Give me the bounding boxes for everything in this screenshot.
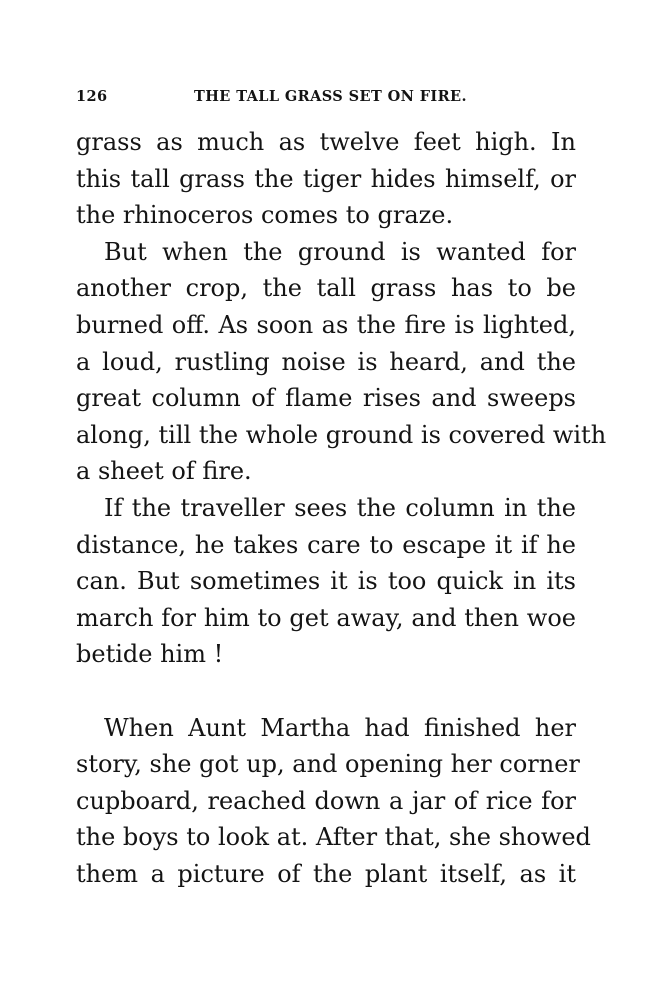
text-line: grass as much as twelve feet high. In	[76, 128, 576, 156]
paragraph	[76, 234, 607, 490]
text-line: a loud, rustling noise is heard, and the	[76, 347, 576, 376]
text-line: story, she got up, and opening her corner	[76, 750, 580, 779]
text-line: cupboard, reached down a jar of rice for	[76, 786, 576, 815]
text-line: can. But sometimes it is too quick in its	[76, 567, 576, 596]
text-line: them a picture of the plant itself, as it	[76, 859, 576, 888]
body-text	[76, 124, 607, 892]
text-line: the rhinoceros comes to graze.	[76, 201, 454, 230]
text-line: great column of flame rises and sweeps	[76, 384, 576, 413]
paragraph	[76, 124, 576, 234]
paragraph	[76, 490, 576, 673]
text-line: distance, he takes care to escape it if he	[76, 530, 576, 559]
text-line: the boys to look at. After that, she showed	[76, 823, 591, 852]
paragraph	[76, 710, 591, 893]
text-line: another crop, the tall grass has to be	[76, 274, 576, 303]
text-line: betide him !	[76, 640, 224, 669]
text-line: burned off. As soon as the fire is lighted,	[76, 310, 576, 339]
text-line: march for him to get away, and then woe	[76, 603, 576, 632]
page-number: 126	[76, 88, 108, 105]
text-line: But when the ground is wanted for	[104, 237, 576, 266]
text-line: When Aunt Martha had finished her	[104, 713, 576, 742]
text-line: a sheet of fire.	[76, 457, 252, 486]
running-title: THE TALL GRASS SET ON FIRE.	[194, 88, 467, 105]
text-line: this tall grass the tiger hides himself, or	[76, 164, 576, 193]
text-line: If the traveller sees the column in the	[104, 493, 576, 522]
running-head	[76, 88, 576, 110]
text-line: along, till the whole ground is covered with	[76, 420, 607, 449]
